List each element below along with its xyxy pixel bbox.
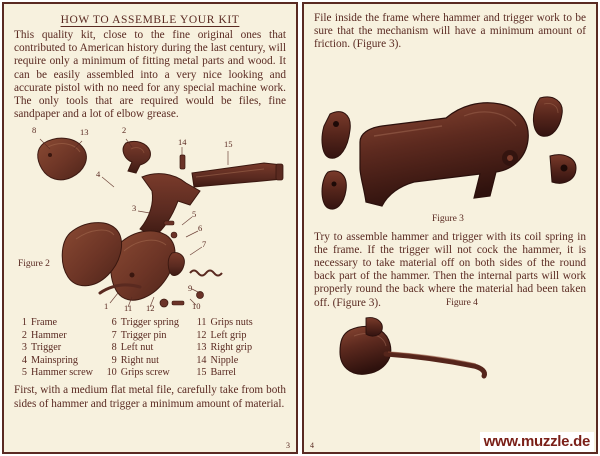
page-number-left: 3: [286, 441, 290, 450]
part-trigger: [168, 253, 184, 276]
part-number: 6: [111, 317, 117, 329]
part-number: 5: [21, 367, 27, 379]
list-item: [14, 342, 104, 354]
callout-14: 14: [178, 137, 187, 148]
list-item: [104, 330, 194, 342]
list-item: [14, 330, 104, 342]
right-page: [302, 2, 598, 454]
list-item: [14, 367, 104, 379]
exploded-diagram-drawing: [14, 125, 290, 315]
site-watermark: www.muzzle.de: [480, 432, 594, 452]
part-number: 3: [21, 342, 27, 354]
callout-9: 9: [188, 283, 193, 294]
part-label: Right nut: [120, 354, 159, 366]
right-paragraph-1: File inside the frame where hammer and trigger work to be sure that the mechanism will have a minimum amount of friction. (Figure 3).: [314, 12, 586, 51]
callout-3: 3: [132, 203, 137, 214]
trigger-part: [322, 111, 350, 157]
list-item: [104, 367, 194, 379]
figure-4-label: Figure 4: [446, 297, 478, 308]
list-item: [14, 317, 104, 329]
part-nipple: [180, 155, 185, 169]
callout-13: 13: [80, 127, 89, 138]
right-paragraph-2: Try to assemble hammer and trigger with its coil spring in the frame. If the trigger will not cock the hammer, it is necessary to take material off on both sides of the round back part of the hammer. Then the internal parts will work properly round the back where the material had been taken off. (Figure 3).: [314, 230, 586, 309]
callout-8: 8: [32, 125, 37, 136]
part-number: 15: [196, 367, 207, 379]
parts-column-3: [194, 317, 286, 379]
list-item: [104, 342, 194, 354]
part-barrel: [192, 163, 283, 187]
small-lever-part: [322, 171, 346, 209]
part-number: 8: [111, 342, 117, 354]
callout-10: 10: [192, 301, 201, 312]
figure-2-label: Figure 2: [18, 259, 50, 270]
list-item: [194, 367, 286, 379]
callout-7: 7: [202, 239, 207, 250]
left-page: [2, 2, 298, 454]
part-number: 2: [21, 329, 27, 341]
part-label: Hammer: [31, 329, 67, 341]
part-number: 12: [196, 329, 207, 341]
list-item: [104, 355, 194, 367]
part-label: Mainspring: [31, 354, 78, 366]
parts-column-1: [14, 317, 104, 379]
callout-2: 2: [122, 125, 127, 136]
exploded-diagram-figure-2: [14, 125, 286, 315]
part-number: 4: [21, 354, 27, 366]
part-label: Hammer screw: [31, 367, 93, 379]
part-label: Trigger spring: [120, 317, 179, 329]
part-number: 13: [196, 342, 207, 354]
part-hammer: [123, 142, 150, 174]
part-label: Right grip: [210, 342, 253, 354]
figure-4-photo: [314, 297, 586, 388]
part-number: 1: [21, 317, 27, 329]
list-item: [194, 342, 286, 354]
callout-5: 5: [192, 209, 197, 220]
part-label: Nipple: [210, 354, 239, 366]
page-title: HOW TO ASSEMBLE YOUR KIT: [60, 14, 240, 26]
hammer-and-trigger-assembly: [340, 317, 485, 375]
part-number: 7: [111, 329, 117, 341]
part-trigger-spring: [190, 271, 222, 276]
list-item: [104, 317, 194, 329]
part-label: Left nut: [120, 342, 154, 354]
page-number-right: 4: [310, 441, 314, 450]
callout-6: 6: [198, 223, 203, 234]
figure-3-label: Figure 3: [432, 213, 464, 224]
figure-4-drawing: [314, 314, 590, 388]
part-number: 9: [111, 354, 117, 366]
part-label: Trigger pin: [120, 329, 167, 341]
part-label: Frame: [31, 317, 58, 329]
figure-3-drawing: [314, 56, 590, 231]
parts-column-2: [104, 317, 194, 379]
part-number: 14: [196, 354, 207, 366]
callout-1: 1: [104, 301, 109, 312]
part-label: Trigger: [31, 342, 62, 354]
list-item: [194, 355, 286, 367]
barrel-stub: [550, 154, 576, 182]
part-number: 11: [196, 317, 207, 329]
list-item: [194, 330, 286, 342]
list-item: [14, 355, 104, 367]
part-label: Grips nuts: [210, 317, 253, 329]
callout-11: 11: [124, 303, 133, 314]
figure-3-photo: [314, 56, 586, 231]
part-label: Barrel: [210, 367, 236, 379]
list-item: [194, 317, 286, 329]
part-frame: [140, 174, 203, 237]
parts-list: [14, 317, 286, 379]
footnote-paragraph: First, with a medium flat metal file, carefully take from both sides of hammer and trigger a minimum amount of material.: [14, 384, 286, 410]
part-label: Grips screw: [120, 367, 170, 379]
callout-12: 12: [146, 303, 155, 314]
frame-assembly: [360, 102, 528, 205]
part-number: 10: [106, 367, 117, 379]
hammer-part: [533, 97, 562, 136]
callout-15: 15: [224, 139, 233, 150]
callout-4: 4: [96, 169, 101, 180]
part-label: Left grip: [210, 329, 247, 341]
intro-paragraph: This quality kit, close to the fine original ones that contributed to American history during the last century, will require only a minimum of fitting metal parts and wood. It can be easily assembled into a very nice looking and accurate pistol with no need for any special machine work. The only tools that are required would be files, fine sandpaper and a lot of elbow grease.: [14, 29, 286, 121]
